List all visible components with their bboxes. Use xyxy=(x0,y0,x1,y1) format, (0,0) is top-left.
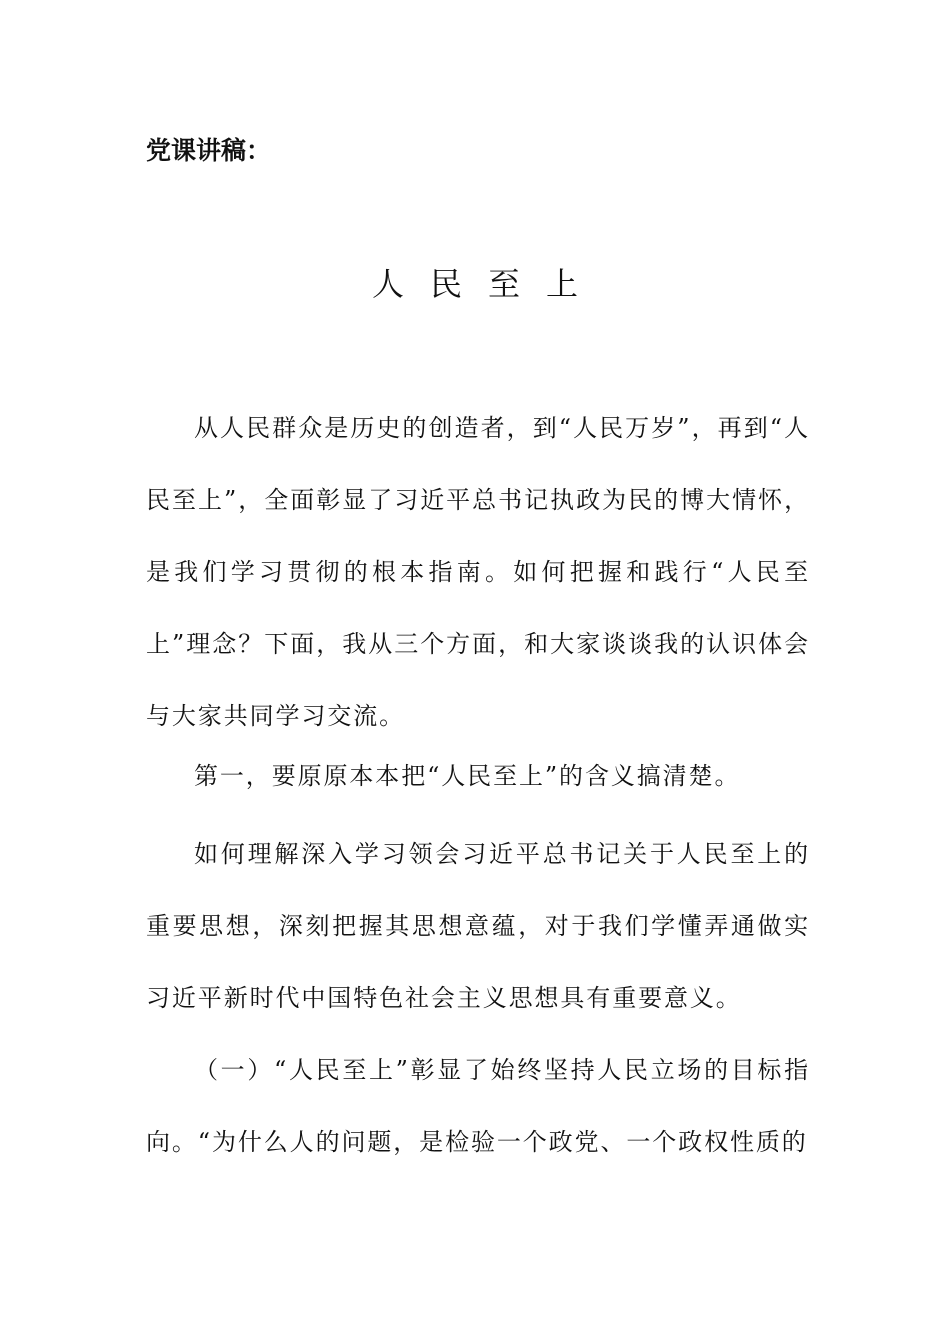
paragraph-section-one-heading: 第一，要原原本本把“人民至上”的含义搞清楚。 xyxy=(194,762,741,790)
paragraph-subsection-one: （一）“人民至上”彰显了始终坚持人民立场的目标指向。“为什么人的问题，是检验一个政党、一个政权性质的 xyxy=(146,1056,810,1156)
paragraph-section-one-body: 如何理解深入学习领会习近平总书记关于人民至上的重要思想，深刻把握其思想意蕴，对于我们学懂弄通做实习近平新时代中国特色社会主义思想具有重要意义。 xyxy=(146,840,810,1012)
document-label: 党课讲稿： xyxy=(146,136,272,165)
paragraph-intro: 从人民群众是历史的创造者，到“人民万岁”，再到“人民至上”，全面彰显了习近平总书记执政为民的博大情怀，是我们学习贯彻的根本指南。如何把握和践行“人民至上”理念？下面，我从三个方面，和大家谈谈我的认识体会与大家共同学习交流。 xyxy=(146,414,810,730)
document-title: 人民至上 xyxy=(371,265,604,303)
document-body xyxy=(146,392,810,1178)
